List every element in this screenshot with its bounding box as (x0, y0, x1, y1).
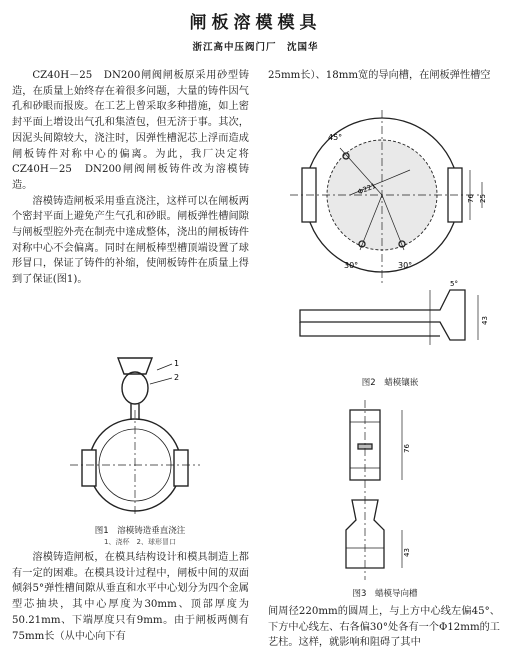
paragraph-intro: CZ40H－25 DN200闸阀闸板原采用砂型铸造，在质量上始终存在着很多问题，大量的铸件因气孔和砂眼而报废。在工艺上曾采取多种措施，如上密封平面上增设出气孔和集渣包，但无济于事。其次，因泥头间隙较大，浇注时，因弹性槽泥芯上浮而造成闸板铸件对称中心的偏离。为此，我厂决定将CZ40H－25 DN200闸阀闸板铸件改为溶模铸造。 (12, 70, 249, 191)
riser-ball (122, 372, 148, 404)
right-column-bottom (268, 604, 500, 651)
figure-2-drawing (280, 100, 505, 370)
fig2-dim-5: 5° (450, 280, 458, 288)
figure-1-drawing (60, 340, 210, 520)
wax-side-view (300, 290, 465, 340)
author-line: 浙江高中压阀门厂 沈国华 (192, 42, 319, 53)
fig2-dim-30a: 30° (344, 261, 359, 270)
fig3-dim-76: 76 (403, 444, 411, 453)
figure-1-legend: 1、浇杯 2、球形冒口 (104, 538, 176, 546)
fig2-dim-76: 76 (467, 194, 475, 203)
right-column-top (268, 68, 500, 84)
figure-2-caption: 图2 蜡模镶嵌 (361, 378, 419, 388)
figure-1-caption: 图1 溶模铸造垂直浇注 (94, 526, 186, 536)
left-column-top (12, 68, 249, 288)
page-title: 闸板溶模模具 (189, 13, 322, 33)
fig2-dim-dia: Φ221 (356, 181, 378, 197)
paragraph-casting: 溶模铸造闸板采用垂直浇注，这样可以在闸板两个密封平面上避免产生气孔和砂眼。闸板弹性槽间隙与闸板型腔外壳在制壳中達成整体，浇出的闸板铸件对称中心不会偏离。同时在闸板棒型槽顶端设置了球形冒口，保证了铸件的补缩，使闸板铸件在质量上得到了保证(图1)。 (12, 195, 249, 286)
fig2-dim-45: 45° (328, 133, 343, 142)
fig2-dim-43: 43 (481, 316, 489, 325)
fig2-dim-25: 25 (479, 194, 487, 203)
paragraph-mold: 溶模铸造闸板，在模具结构设计和模具制造上都有一定的困难。在模具设计过程中，闸板中间的双面倾斜5°弹性槽间隙从垂直和水平中心划分为四个金属型芯抽块，其中心厚度为30mm、顶部厚度为50.21mm、下端厚度只有9mm。由于闸板两侧有75mm长（从中心向下有 (12, 552, 249, 642)
fig3-dim-43: 43 (403, 548, 411, 557)
paragraph-guide: 25mm长）、18mm宽的导向槽，在闸板弹性槽空 (268, 70, 491, 81)
fig1-label-2: 2 (174, 373, 180, 382)
left-column-bottom (12, 550, 249, 644)
paragraph-process-pins: 间周径220mm的圆周上，与上方中心线左偏45°、下方中心线左、右各偏30°处各有一个Φ12mm的工艺柱。这样，就影响和阻碍了其中 (268, 606, 500, 649)
figure-3-caption: 图3 蜡模导向槽 (352, 589, 418, 599)
figure-3-drawing (330, 400, 440, 580)
fig1-label-1: 1 (174, 359, 180, 368)
fig2-dim-30b: 30° (398, 261, 413, 270)
